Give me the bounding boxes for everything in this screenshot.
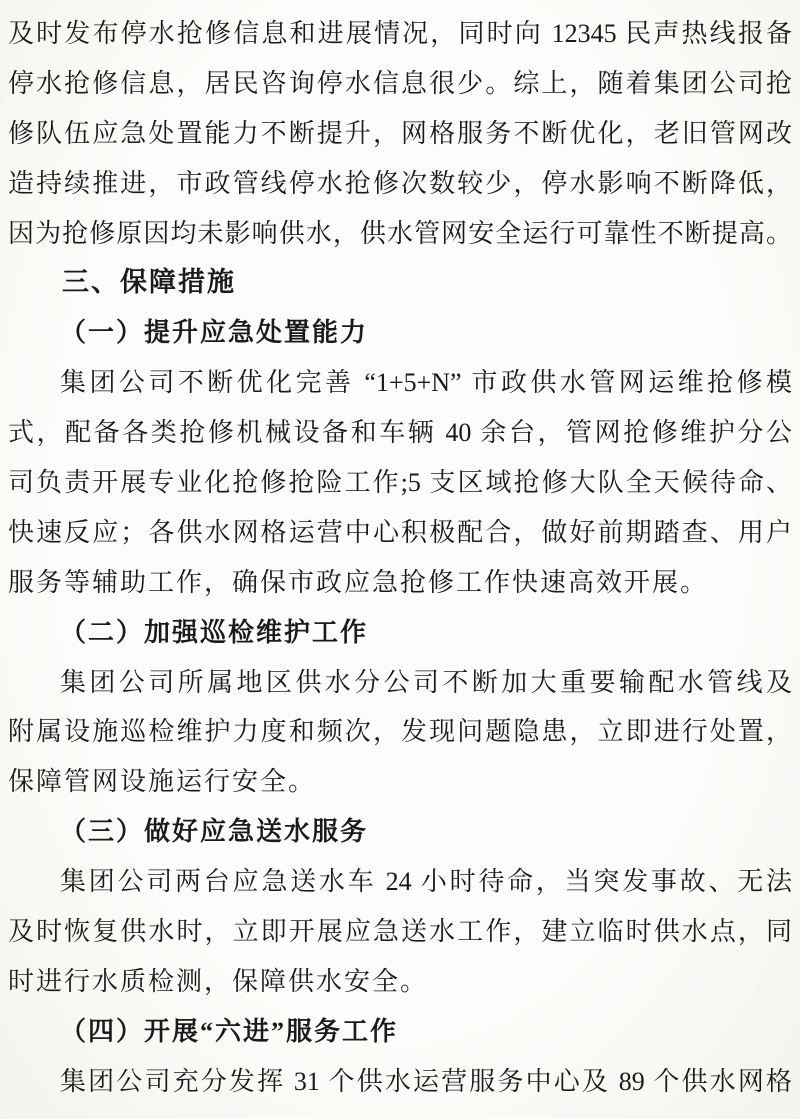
body-text-line: 修队伍应急处置能力不断提升，网格服务不断优化，老旧管网改 xyxy=(8,118,792,148)
subsection-heading: （三）做好应急送水服务 xyxy=(60,817,369,847)
body-text-line: 集团公司所属地区供水分公司不断加大重要输配水管线及 xyxy=(60,667,792,697)
body-text-line: 及时发布停水抢修信息和进展情况，同时向 12345 民声热线报备 xyxy=(8,19,792,48)
body-text-line: 集团公司充分发挥 31 个供水运营服务中心及 89 个供水网格 xyxy=(60,1066,792,1096)
body-text-line: 快速反应；各供水网格运营中心积极配合，做好前期踏查、用户 xyxy=(8,517,792,547)
body-text-line: 及时恢复供水时，立即开展应急送水工作，建立临时供水点，同 xyxy=(8,917,792,947)
body-text-line: 附属设施巡检维护力度和频次，发现问题隐患，立即进行处置， xyxy=(8,717,792,747)
body-text-line: 司负责开展专业化抢修抢险工作;5 支区域抢修大队全天候待命、 xyxy=(8,468,792,498)
body-text-line: 保障管网设施运行安全。 xyxy=(8,767,317,797)
body-text-line: 因为抢修原因均未影响供水，供水管网安全运行可靠性不断提高。 xyxy=(8,218,792,248)
body-text-line: 式，配备各类抢修机械设备和车辆 40 余台，管网抢修维护分公 xyxy=(8,418,792,448)
body-text-line: 服务等辅助工作，确保市政应急抢修工作快速高效开展。 xyxy=(8,567,709,597)
body-text-line: 造持续推进，市政管线停水抢修次数较少，停水影响不断降低， xyxy=(8,168,792,198)
body-text-line: 时进行水质检测，保障供水安全。 xyxy=(8,966,429,996)
subsection-heading: （二）加强巡检维护工作 xyxy=(60,617,369,647)
body-text-line: 集团公司不断优化完善 “1+5+N” 市政供水管网运维抢修模 xyxy=(60,368,792,398)
section-heading: 三、保障措施 xyxy=(62,267,236,298)
body-text-line: 停水抢修信息，居民咨询停水信息很少。综上，随着集团公司抢 xyxy=(8,68,792,98)
body-text-line: 集团公司两台应急送水车 24 小时待命，当突发事故、无法 xyxy=(60,867,792,897)
subsection-heading: （一）提升应急处置能力 xyxy=(60,318,369,348)
subsection-heading: （四）开展“六进”服务工作 xyxy=(60,1016,399,1046)
